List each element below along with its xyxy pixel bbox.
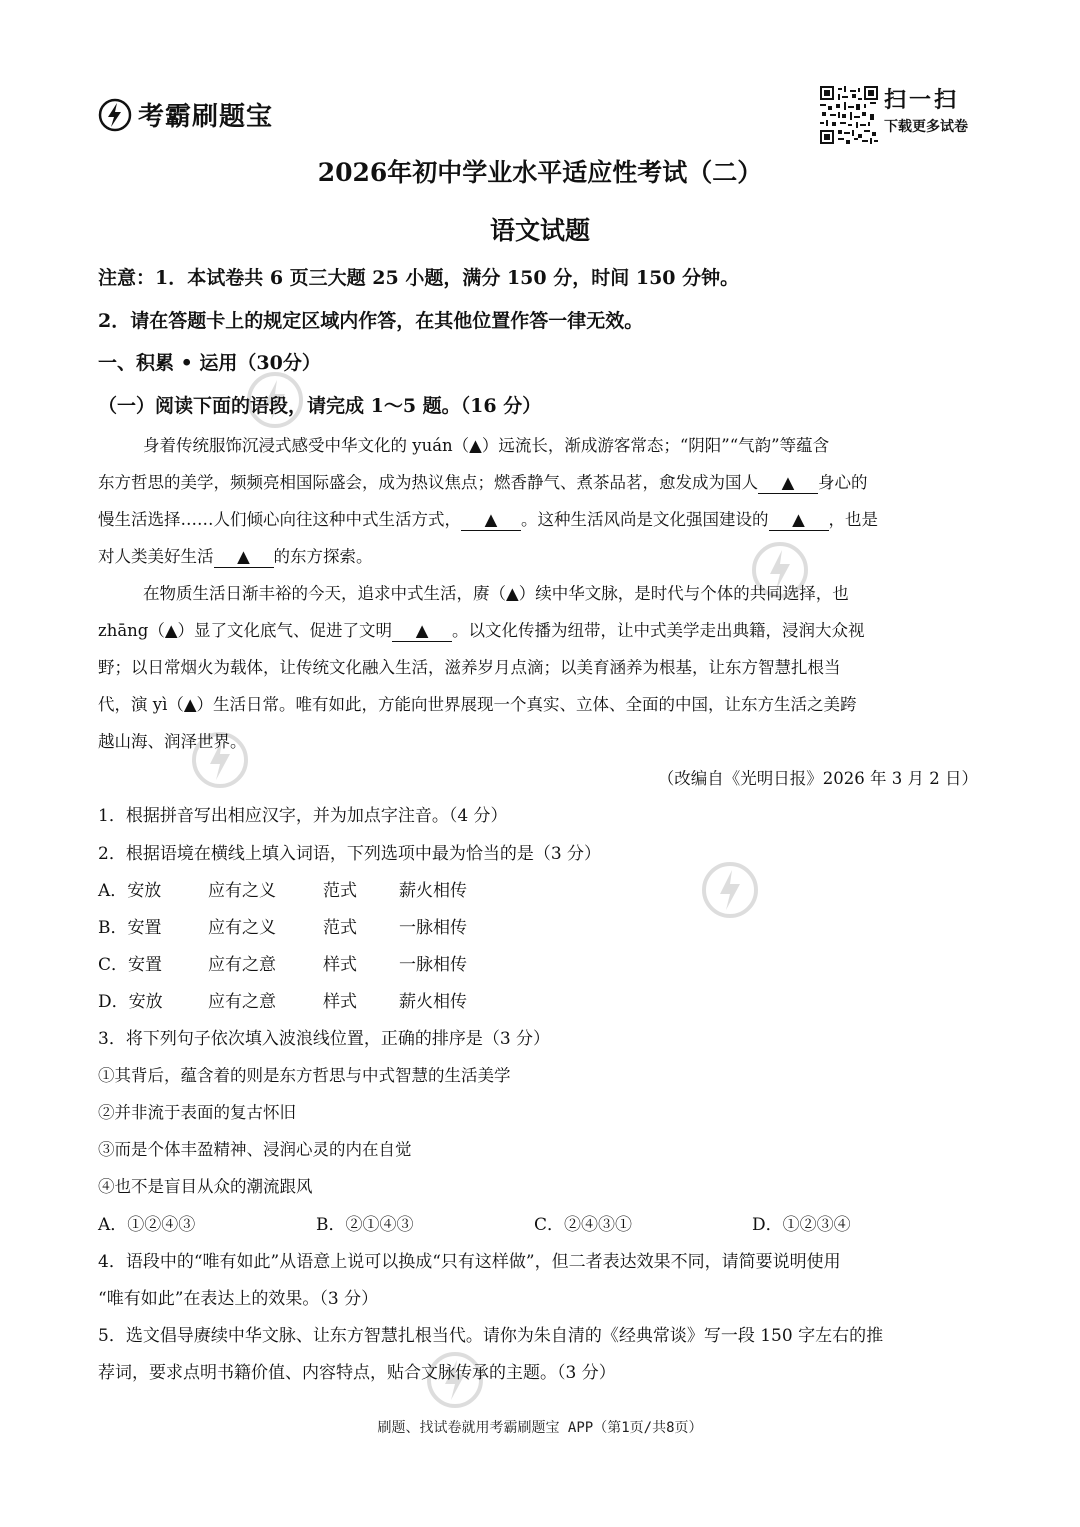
passage-line: 代，演 yì（▲）生活日常。唯有如此，方能向世界展现一个真实、立体、全面的中国，让东方生活之美跨 [98,695,857,714]
note-line-2: 2．请在答题卡上的规定区域内作答，在其他位置作答一律无效。 [98,310,644,332]
q2-option-d [98,990,519,1014]
watermark-icon [700,860,760,920]
q3-option-a: A．①②④③ [98,1215,196,1235]
subject-title: 语文试题 [489,216,590,245]
passage-text: 的东方探索。 [273,547,373,566]
option-cell: 一脉相传 [399,955,467,975]
passage-line [98,619,978,643]
question-1: 1．根据拼音写出相应汉字，并为加点字注音。（4 分） [98,806,508,826]
option-cell: D．安放 [98,992,163,1012]
question-5-line-1: 5．选文倡导赓续中华文脉、让东方智慧扎根当代。请你为朱自清的《经典常谈》写一段 150 字左右的推 [98,1326,884,1346]
passage-text: zhāng（▲）显了文化底气、促进了文明 [98,621,393,640]
q3-item: ③而是个体丰盈精神、浸润心灵的内在自觉 [98,1140,412,1159]
option-cell: 薪火相传 [399,992,467,1012]
page-footer: 刷题、找试卷就用考霸刷题宝 APP（第1页/共8页） [377,1420,703,1436]
passage-line: 野；以日常烟火为载体，让传统文化融入生活，滋养岁月点滴；以美育涵养为根基，让东方智慧扎根当 [98,658,841,677]
q3-item: ①其背后，蕴含着的则是东方哲思与中式智慧的生活美学 [98,1066,511,1085]
section-heading: 一、积累 • 运用（30分） [98,352,321,374]
q3-option-d: D．①②③④ [752,1215,851,1235]
passage-text: 对人类美好生活 [98,547,214,566]
passage-line: 身着传统服饰沉浸式感受中华文化的 yuán（▲）远流长，渐成游客常态；“阴阳”“气韵”等蕴含 [143,436,830,455]
lightning-logo-icon [98,98,132,132]
question-3: 3．将下列句子依次填入波浪线位置，正确的排序是（3 分） [98,1029,551,1049]
brand-name: 考霸刷题宝 [138,102,274,132]
option-cell: A．安放 [98,881,162,901]
q3-options [98,1213,970,1237]
passage-text: 。这种生活风尚是文化强国建设的 [521,510,769,529]
option-cell: 应有之义 [208,881,276,901]
option-cell: 薪火相传 [399,881,467,901]
scan-title: 扫一扫 [884,88,960,113]
passage-line [98,508,978,532]
option-cell: 样式 [323,955,357,975]
scan-subtitle: 下载更多试卷 [884,119,968,135]
passage-line: 在物质生活日渐丰裕的今天，追求中式生活，赓（▲）续中华文脉，是时代与个体的共同选择，也 [143,584,849,603]
question-4-line-1: 4．语段中的“唯有如此”从语意上说可以换成“只有这样做”，但二者表达效果不同，请简要说明使用 [98,1252,841,1272]
passage-line [98,471,978,495]
passage-text: 身心的 [818,473,868,492]
option-cell: C．安置 [98,955,163,975]
qr-caption [884,86,968,138]
answer-blank: ▲ [769,510,829,531]
question-2: 2．根据语境在横线上填入词语，下列选项中最为恰当的是（3 分） [98,844,602,864]
passage-line [98,545,978,569]
question-4-line-2: “唯有如此”在表达上的效果。（3 分） [98,1289,379,1309]
passage-text: 。以文化传播为纽带，让中式美学走出典籍，浸润大众视 [452,621,865,640]
q2-option-b [98,916,519,940]
option-cell: 范式 [323,881,357,901]
passage-line: 越山海、润泽世界。 [98,732,247,751]
answer-blank: ▲ [758,473,818,494]
passage-text: 东方哲思的美学，频频亮相国际盛会，成为热议焦点；燃香静气、煮茶品茗，愈发成为国人 [98,473,758,492]
option-cell: B．安置 [98,918,162,938]
passage-source: （改编自《光明日报》2026 年 3 月 2 日） [657,769,978,788]
q3-item: ②并非流于表面的复古怀旧 [98,1103,296,1122]
option-cell: 一脉相传 [399,918,467,938]
q3-item: ④也不是盲目从众的潮流跟风 [98,1177,313,1196]
option-cell: 应有之义 [208,918,276,938]
q2-option-a [98,879,519,903]
qr-code-icon[interactable] [820,86,878,144]
answer-blank: ▲ [461,510,521,531]
option-cell: 应有之意 [208,955,276,975]
answer-blank: ▲ [392,621,452,642]
exam-title: 2026年初中学业水平适应性考试（二） [317,158,763,187]
passage-text: 慢生活选择……人们倾心向往这种中式生活方式， [98,510,461,529]
note-line-1: 注意：1．本试卷共 6 页三大题 25 小题，满分 150 分，时间 150 分钟。 [98,267,740,289]
option-cell: 范式 [323,918,357,938]
sub-section-heading: （一）阅读下面的语段，请完成 1～5 题。（16 分） [98,395,542,417]
answer-blank: ▲ [214,547,274,568]
option-cell: 样式 [323,992,357,1012]
brand-logo [98,96,273,133]
option-cell: 应有之意 [208,992,276,1012]
q3-option-c: C．②④③① [534,1215,633,1235]
q3-option-b: B．②①④③ [316,1215,414,1235]
qr-download-block[interactable] [820,86,968,144]
q2-option-c [98,953,519,977]
passage-text: ，也是 [828,510,878,529]
question-5-line-2: 荐词，要求点明书籍价值、内容特点，贴合文脉传承的主题。（3 分） [98,1363,616,1383]
